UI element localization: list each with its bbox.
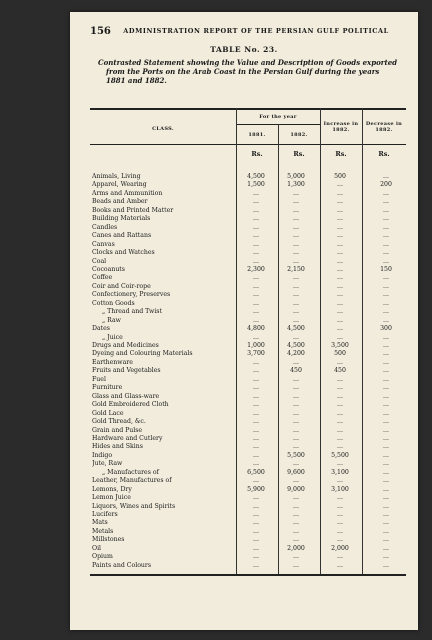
value-1881: ... [253,460,259,468]
value-1882: ... [293,333,299,341]
value-decrease: 150 [380,265,392,273]
header-bottom-rule [90,144,406,145]
value-1882: ... [293,527,299,535]
value-decrease: ... [383,358,389,366]
value-1882: ... [293,299,299,307]
value-increase: ... [337,198,343,206]
value-increase: ... [337,527,343,535]
value-increase: ... [337,181,343,189]
value-1882: ... [293,460,299,468]
value-1881: 1,500 [247,181,265,189]
row-class-label: Lucifers [92,511,118,518]
value-1882: ... [293,443,299,451]
value-increase: ... [337,274,343,282]
value-decrease: 300 [380,325,392,333]
value-increase: ... [337,494,343,502]
value-increase: ... [337,434,343,442]
unit-1882: Rs. [293,150,305,158]
value-1882: ... [293,384,299,392]
value-increase: ... [337,358,343,366]
caption-line-1: Contrasted Statement showing the Value and Description of Goods exported [98,58,398,67]
value-decrease: ... [383,316,389,324]
value-decrease: ... [383,485,389,493]
row-class-label: Lemons, Dry [92,485,132,493]
value-decrease: ... [383,342,389,349]
value-decrease: ... [383,511,389,518]
value-1881: ... [253,189,259,197]
row-class-label: Indigo [92,451,113,459]
row-class-label: Coal [92,257,107,265]
row-class-label: Clocks and Watches [92,249,155,257]
row-class-label: Earthenware [92,358,133,366]
row-class-label: Leather, Manufactures of [92,477,172,485]
value-increase: 500 [334,350,346,358]
value-decrease: ... [383,282,389,290]
value-increase: ... [337,299,343,307]
row-class-label: Oil [92,544,102,552]
value-decrease: ... [383,434,389,442]
value-increase: ... [337,316,343,324]
row-class-label: Animals, Living [92,173,141,180]
value-1881: ... [253,502,259,510]
value-1882: 5,500 [287,451,305,459]
value-1881: ... [253,291,259,299]
value-increase: ... [337,375,343,383]
value-decrease: ... [383,375,389,383]
value-1882: ... [293,426,299,434]
value-1882: 5,000 [287,173,305,180]
value-1882: 1,300 [287,181,305,189]
value-increase: ... [337,232,343,240]
row-class-label: Books and Printed Matter [92,206,174,214]
value-decrease: ... [383,544,389,552]
value-decrease: ... [383,384,389,392]
row-class-label: Mats [92,519,108,527]
unit-1881: Rs. [251,150,263,158]
row-class-label: Apparel, Wearing [92,181,147,189]
row-class-label: Coir and Coir-rope [92,282,151,290]
value-increase: ... [337,206,343,214]
row-class-label: Beads and Amber [92,198,148,206]
row-class-label: Cotton Goods [92,299,135,307]
row-class-label: Building Materials [92,215,151,223]
value-1882: 450 [290,367,302,375]
value-increase: ... [337,401,343,409]
value-1882: ... [293,502,299,510]
value-decrease: ... [383,215,389,223]
value-decrease: ... [383,426,389,434]
value-decrease: ... [383,460,389,468]
row-class-label: Metals [92,527,114,535]
value-1882: ... [293,511,299,518]
value-1881: ... [253,375,259,383]
value-1881: 6,500 [247,468,265,476]
row-class-label: Confectionery, Preserves [92,291,171,299]
value-increase: ... [337,409,343,417]
value-1881: ... [253,215,259,223]
value-1881: ... [253,274,259,282]
value-1881: 3,700 [247,350,265,358]
row-class-label: Lemon Juice [92,494,131,502]
value-1881: ... [253,206,259,214]
value-decrease: ... [383,232,389,240]
value-increase: ... [337,392,343,400]
unit-increase: Rs. [335,150,347,158]
value-decrease: ... [383,350,389,358]
row-class-label: Glass and Glass-ware [92,392,160,400]
value-1882: 4,500 [287,342,305,349]
value-decrease: ... [383,291,389,299]
page-number: 156 [90,26,111,37]
value-increase: 2,000 [331,544,349,552]
row-class-label: Furniture [92,384,123,392]
row-class-label: Candles [92,223,118,231]
value-1882: ... [293,358,299,366]
row-class-label: „ Juice [102,333,123,341]
value-1882: ... [293,561,299,569]
value-decrease: ... [383,443,389,451]
value-increase: ... [337,265,343,273]
row-class-label: Hides and Skins [92,443,143,451]
row-class-label: „ Manufactures of [102,468,159,476]
value-1882: ... [293,282,299,290]
value-1882: ... [293,189,299,197]
value-1882: 9,600 [287,468,305,476]
value-1881: ... [253,358,259,366]
value-1882: ... [293,206,299,214]
value-1882: 9,000 [287,485,305,493]
value-1882: ... [293,434,299,442]
value-increase: ... [337,519,343,527]
row-class-label: Gold Lace [92,409,124,417]
header-increase: Increase in 1882. [323,121,359,133]
value-decrease: ... [383,468,389,476]
value-increase: ... [337,561,343,569]
value-1881: ... [253,434,259,442]
value-increase: ... [337,511,343,518]
value-1881: ... [253,257,259,265]
value-1882: ... [293,401,299,409]
value-1882: ... [293,274,299,282]
value-1881: ... [253,240,259,248]
value-1881: ... [253,198,259,206]
value-decrease: ... [383,502,389,510]
exports-table [90,108,406,576]
value-1881: ... [253,519,259,527]
row-class-label: Gold Thread, &c. [92,418,146,426]
value-increase: ... [337,418,343,426]
value-1882: ... [293,249,299,257]
row-class-label: Coffee [92,274,113,282]
table-title: TABLE No. 23. [210,45,278,54]
value-increase: 5,500 [331,451,349,459]
value-1882: ... [293,215,299,223]
value-1881: ... [253,232,259,240]
value-decrease: ... [383,536,389,544]
value-1882: ... [293,308,299,316]
value-decrease: ... [383,418,389,426]
value-1881: ... [253,527,259,535]
row-class-label: Jute, Raw [92,460,123,468]
row-class-label: Liquors, Wines and Spirits [92,502,176,510]
value-1881: ... [253,409,259,417]
caption-line-2: from the Ports on the Arab Coast in the Persian Gulf during the years [106,67,380,76]
value-increase: ... [337,291,343,299]
value-1882: 4,200 [287,350,305,358]
value-increase: ... [337,249,343,257]
value-1881: ... [253,544,259,552]
table-row [90,561,406,570]
value-1881: ... [253,553,259,561]
value-1882: ... [293,553,299,561]
header-1882: 1882. [290,132,308,138]
value-increase: ... [337,536,343,544]
row-class-label: Gold Embroidered Cloth [92,401,169,409]
value-decrease: ... [383,561,389,569]
value-1882: ... [293,232,299,240]
value-increase: ... [337,443,343,451]
value-1882: ... [293,375,299,383]
value-1882: 4,500 [287,325,305,333]
value-decrease: ... [383,257,389,265]
value-1881: ... [253,299,259,307]
value-increase: ... [337,426,343,434]
value-1882: ... [293,494,299,502]
document-page [70,12,418,630]
row-class-label: Canvas [92,240,115,248]
value-decrease: ... [383,333,389,341]
value-1882: ... [293,240,299,248]
unit-decrease: Rs. [378,150,390,158]
value-1882: ... [293,291,299,299]
value-increase: ... [337,257,343,265]
value-1882: ... [293,257,299,265]
value-1881: ... [253,249,259,257]
value-decrease: ... [383,308,389,316]
value-increase: ... [337,223,343,231]
row-class-label: Paints and Colours [92,561,152,569]
value-1881: ... [253,392,259,400]
value-1882: ... [293,392,299,400]
value-increase: ... [337,240,343,248]
header-for-the-year: For the year [259,114,297,120]
value-decrease: ... [383,206,389,214]
value-increase: 450 [334,367,346,375]
value-decrease: ... [383,240,389,248]
value-1881: 2,300 [247,265,265,273]
value-1881: ... [253,443,259,451]
row-class-label: Hardware and Cutlery [92,434,163,442]
value-decrease: 200 [380,181,392,189]
value-decrease: ... [383,451,389,459]
row-class-label: Canes and Rattans [92,232,152,240]
value-1881: ... [253,384,259,392]
value-increase: ... [337,308,343,316]
value-decrease: ... [383,392,389,400]
value-1882: ... [293,198,299,206]
value-1881: 5,900 [247,485,265,493]
row-class-label: Dates [92,325,110,333]
value-decrease: ... [383,401,389,409]
value-1882: 2,000 [287,544,305,552]
value-1882: ... [293,418,299,426]
value-1881: 4,500 [247,173,265,180]
value-decrease: ... [383,274,389,282]
value-1881: ... [253,367,259,375]
value-increase: ... [337,460,343,468]
value-increase: 3,100 [331,468,349,476]
value-decrease: ... [383,477,389,485]
value-1882: ... [293,316,299,324]
value-decrease: ... [383,409,389,417]
value-1881: ... [253,308,259,316]
value-increase: 3,500 [331,342,349,349]
value-1881: ... [253,477,259,485]
value-increase: ... [337,333,343,341]
value-decrease: ... [383,223,389,231]
value-1882: 2,150 [287,265,305,273]
header-1881: 1881. [248,132,266,138]
value-increase: ... [337,215,343,223]
running-title: ADMINISTRATION REPORT OF THE PERSIAN GULF POLITICAL [123,27,389,35]
value-1881: ... [253,561,259,569]
caption-line-3: 1881 and 1882. [106,76,167,85]
value-1881: ... [253,511,259,518]
row-class-label: Cocoanuts [92,265,125,273]
row-class-label: „ Thread and Twist [102,308,162,316]
value-decrease: ... [383,494,389,502]
value-increase: 500 [334,173,346,180]
header-decrease: Decrease in 1882. [365,121,403,133]
row-class-label: Millstones [92,536,125,544]
table-top-rule [90,108,406,110]
value-1881: ... [253,282,259,290]
row-class-label: Dyeing and Colouring Materials [92,350,193,358]
row-class-label: Arms and Ammunition [92,189,163,197]
value-1881: ... [253,426,259,434]
value-1881: 4,800 [247,325,265,333]
value-decrease: ... [383,198,389,206]
value-increase: ... [337,325,343,333]
value-decrease: ... [383,527,389,535]
value-increase: ... [337,502,343,510]
value-increase: ... [337,189,343,197]
value-increase: ... [337,384,343,392]
value-decrease: ... [383,299,389,307]
row-class-label: Opium [92,553,113,561]
row-class-label: Fruits and Vegetables [92,367,161,375]
value-1881: ... [253,401,259,409]
value-decrease: ... [383,367,389,375]
value-decrease: ... [383,519,389,527]
value-decrease: ... [383,189,389,197]
value-1881: ... [253,333,259,341]
value-1882: ... [293,477,299,485]
value-decrease: ... [383,249,389,257]
value-1881: ... [253,223,259,231]
value-1881: ... [253,418,259,426]
value-1882: ... [293,519,299,527]
row-class-label: „ Raw [102,316,121,324]
value-1881: ... [253,536,259,544]
value-1882: ... [293,223,299,231]
value-1881: ... [253,494,259,502]
row-class-label: Fuel [92,375,106,383]
value-decrease: ... [383,553,389,561]
table-caption [98,58,396,85]
value-1882: ... [293,409,299,417]
value-increase: ... [337,553,343,561]
value-increase: ... [337,282,343,290]
value-1882: ... [293,536,299,544]
value-increase: 3,100 [331,485,349,493]
value-1881: ... [253,451,259,459]
row-class-label: Drugs and Medicines [92,342,159,349]
row-class-label: Grain and Pulse [92,426,143,434]
page-header [90,26,404,38]
value-decrease: ... [383,173,389,180]
value-increase: ... [337,477,343,485]
value-1881: 1,000 [247,342,265,349]
table-bottom-rule [90,574,406,576]
value-1881: ... [253,316,259,324]
header-class: CLASS. [152,126,174,132]
